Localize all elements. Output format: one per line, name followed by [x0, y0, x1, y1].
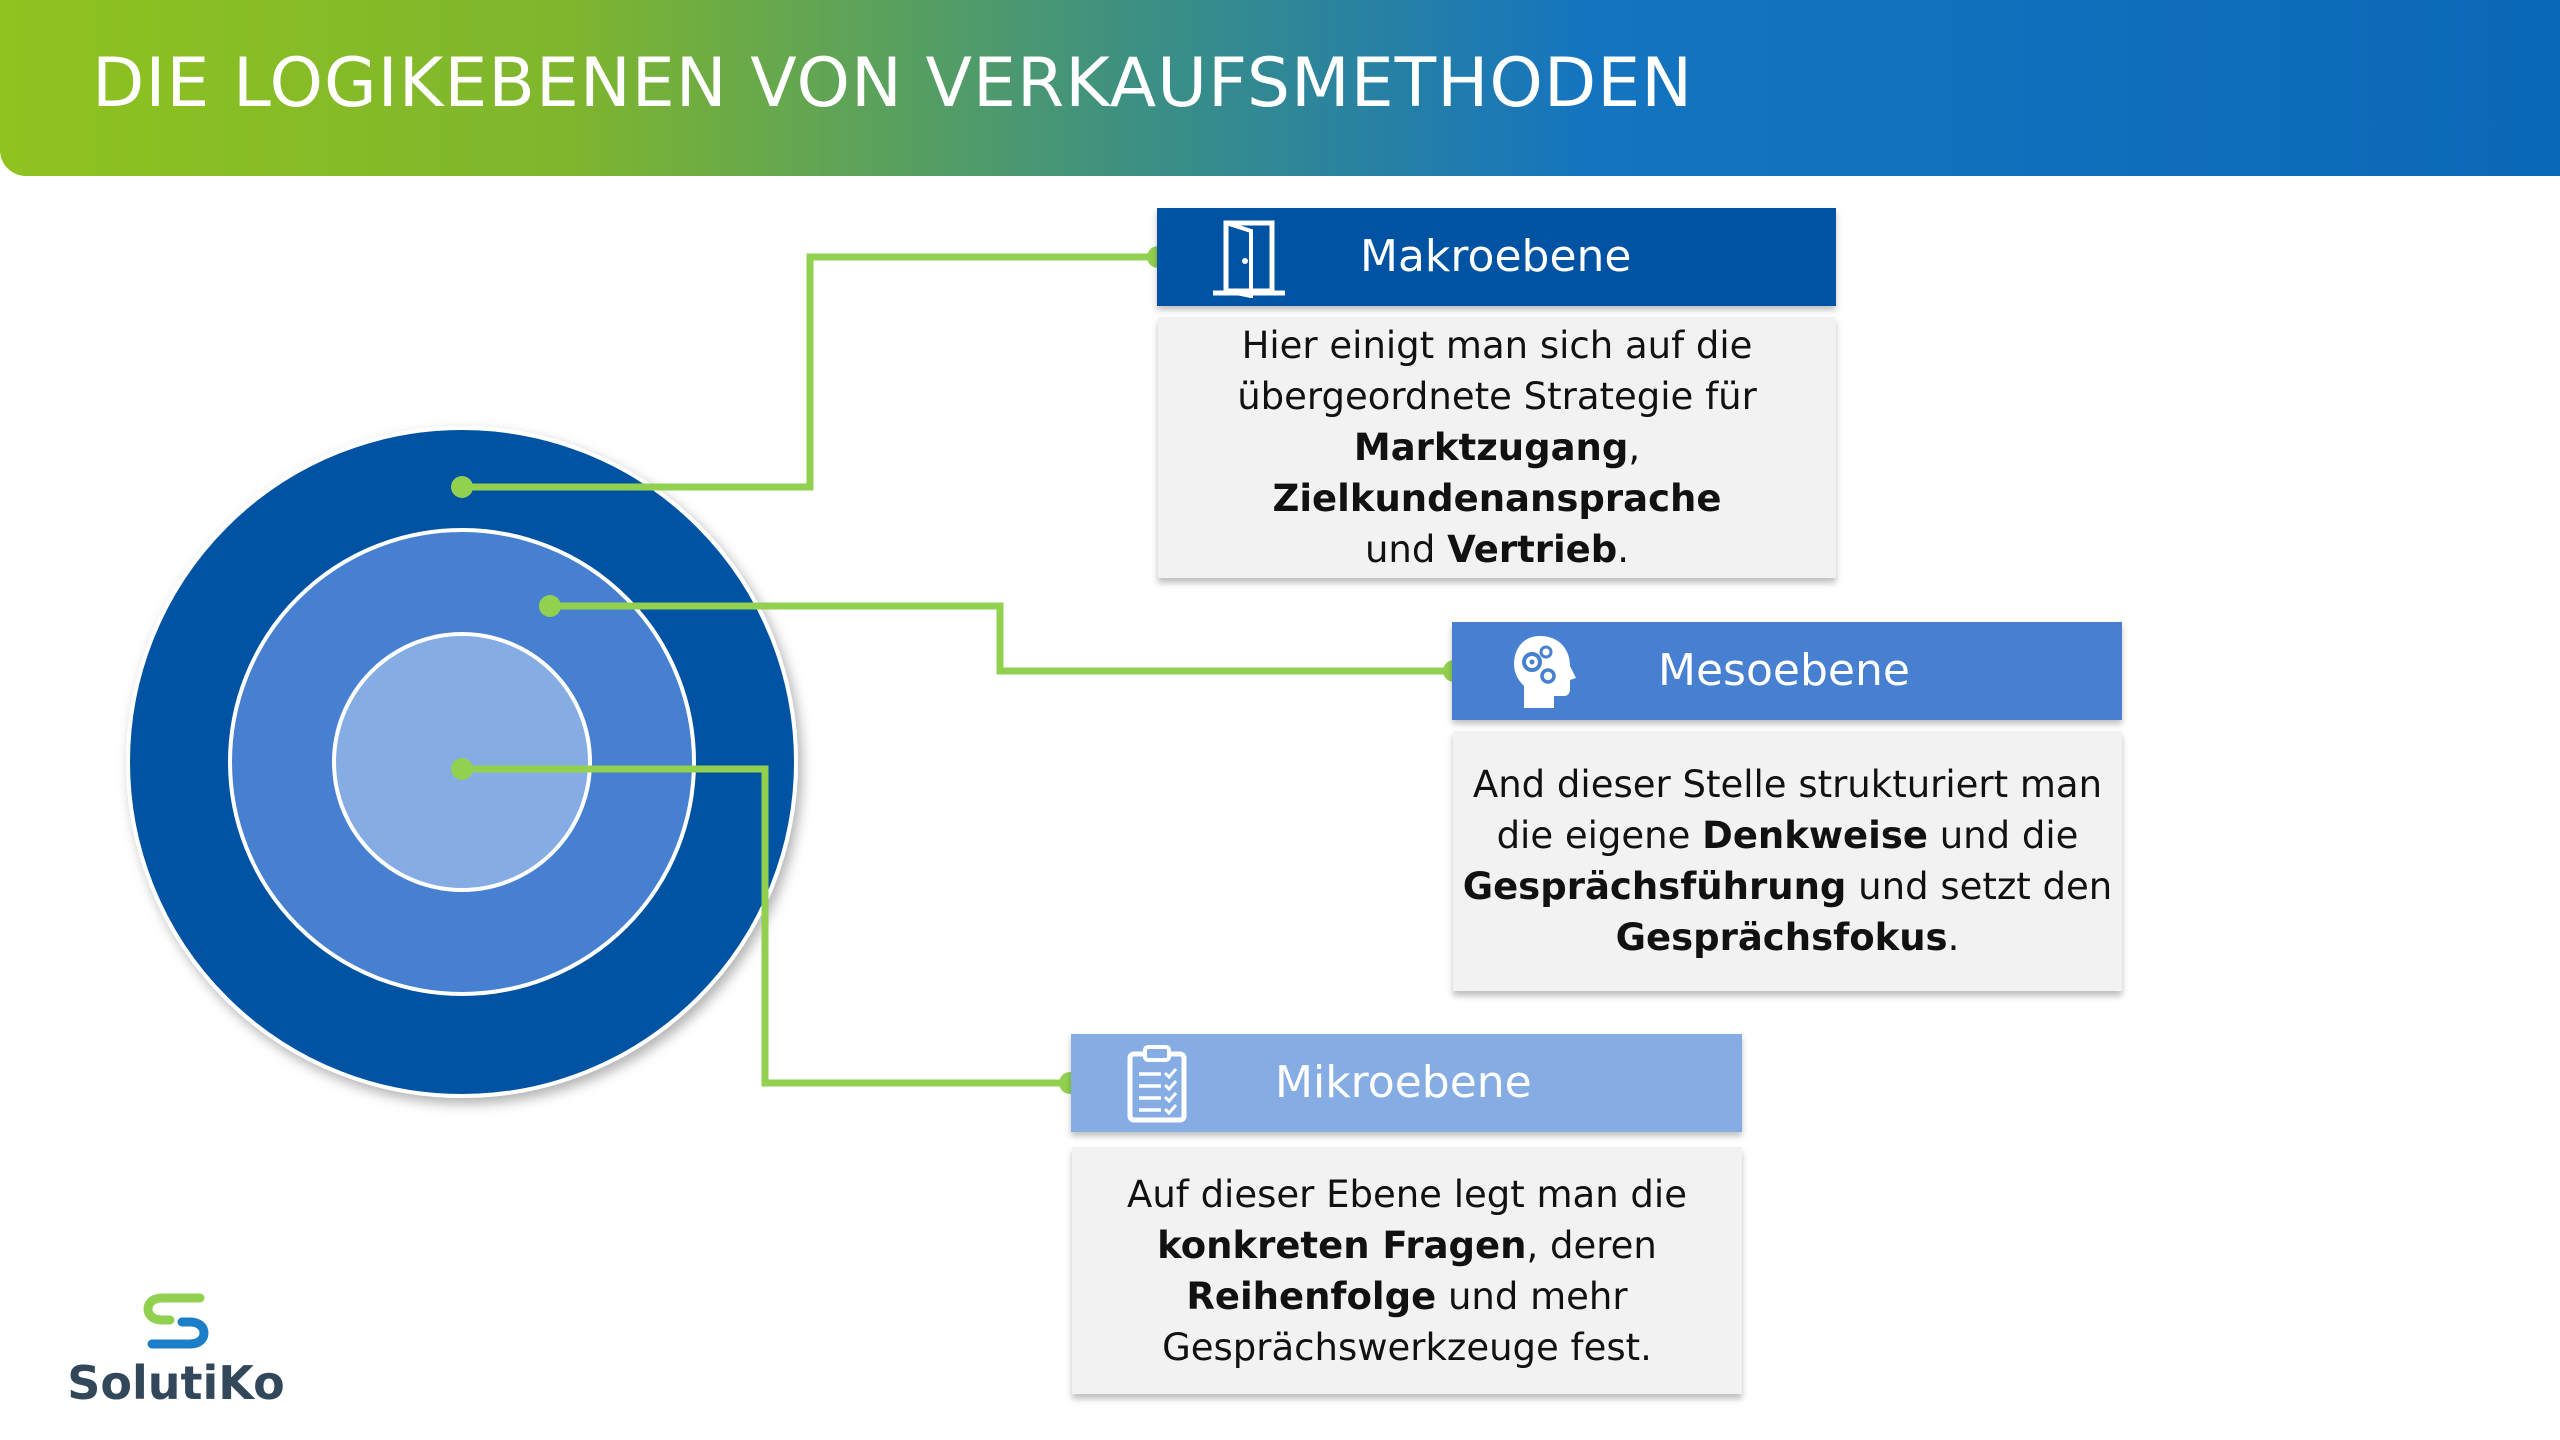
emphasis-text: Zielkundenansprache [1272, 477, 1722, 520]
description-fragment: . [1947, 916, 1960, 959]
meso-label: Mesoebene [1658, 645, 1910, 696]
meso-label-bar [1452, 622, 2122, 720]
meso-description-text [1463, 759, 2113, 963]
description-fragment: Gesprächswerkzeuge fest. [1162, 1325, 1652, 1369]
description-fragment: und setzt den [1846, 865, 2113, 908]
emphasis-text: Denkweise [1702, 814, 1928, 857]
logo-text: SolutiKo [67, 1356, 285, 1410]
makro-label: Makroebene [1360, 231, 1632, 282]
mikro-description [1072, 1147, 1742, 1394]
page-title: DIE LOGIKEBENEN VON VERKAUFSMETHODEN [92, 44, 1694, 123]
description-fragment: , [1628, 426, 1641, 469]
emphasis-text: Reihenfolge [1186, 1274, 1437, 1318]
connector-dot [539, 595, 561, 617]
meso-description [1453, 731, 2122, 991]
head-gears-icon [1510, 632, 1580, 712]
mikro-label-bar [1071, 1034, 1742, 1132]
emphasis-text: konkreten Fragen [1157, 1223, 1527, 1267]
logo-mark-icon [140, 1290, 212, 1352]
clipboard-checklist-icon [1125, 1044, 1189, 1124]
description-fragment: Auf dieser Ebene legt man die [1127, 1172, 1687, 1216]
emphasis-text: Vertrieb [1447, 528, 1618, 571]
connector-dot [451, 758, 473, 780]
connector-dot [451, 476, 473, 498]
description-fragment: und mehr [1436, 1274, 1628, 1318]
description-fragment: And dieser Stelle strukturiert man [1472, 763, 2103, 806]
description-fragment: , deren [1526, 1223, 1657, 1267]
description-fragment: Hier einigt man sich auf die [1241, 324, 1753, 367]
emphasis-text: Marktzugang [1353, 426, 1629, 469]
description-fragment: und [1364, 528, 1448, 571]
description-fragment: die eigene [1496, 814, 1703, 857]
solutiko-logo [66, 1290, 296, 1420]
door-icon [1211, 218, 1287, 298]
makro-description [1158, 317, 1836, 578]
description-fragment: übergeordnete Strategie für [1237, 375, 1757, 418]
mikro-label: Mikroebene [1275, 1057, 1532, 1108]
emphasis-text: Gesprächsführung [1462, 865, 1847, 908]
makro-description-text [1158, 320, 1836, 575]
description-fragment: und die [1927, 814, 2079, 857]
description-fragment: . [1617, 528, 1630, 571]
emphasis-text: Gesprächsfokus [1615, 916, 1948, 959]
makro-label-bar [1157, 208, 1836, 306]
mikro-description-text [1127, 1169, 1687, 1373]
